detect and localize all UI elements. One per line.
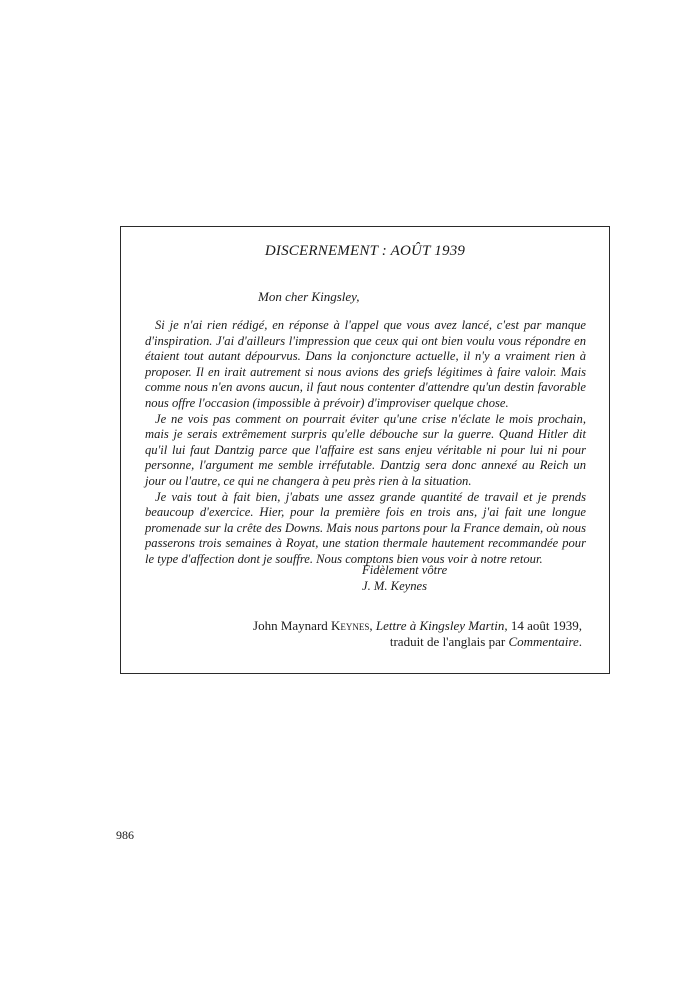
signature: J. M. Keynes <box>362 578 428 593</box>
author-family-name: Keynes <box>331 618 370 633</box>
paragraph-3: Je vais tout à fait bien, j'abats une assez grande quantité de travail et je prends beaucoup d'exercice. Hier, pour la première fois en trois ans, j'ai fait une longue promenade sur la crête des Downs. Mais nous partons pour la France demain, où nous passerons trois semaines à Royat, une station thermale hautement recommandée pour le type d'affection dont je souffre. Nous comptons bien vous voir à notre retour. <box>145 489 586 566</box>
paragraph-2: Je ne vois pas comment on pourrait éviter qu'une crise n'éclate le mois prochain, mais je serais extrêmement surpris qu'elle débouche sur la guerre. Quand Hitler dit qu'il lui faut Dantzig parce que l'affaire est sans enjeu véritable ni pour lui ni pour personne, l'argument me semble irréfutable. Dantzig sera donc annexé au Reich un jour ou l'autre, ce qui ne changera à peu près rien à la situation. <box>145 411 586 488</box>
letter-body <box>145 318 586 568</box>
paragraph-1: Si je n'ai rien rédigé, en réponse à l'appel que vous avez lancé, c'est par manque d'inspiration. J'ai d'ailleurs l'impression que ceux qui ont bien voulu vous répondre en étaient tout autant dépourvus. Dans la conjoncture actuelle, il n'y a vraiment rien à proposer. Il en irait autrement si nous avions des griefs légitimes à faire valoir. Mais comme nous n'en avons aucun, il faut nous contenter d'attendre qu'un destin favorable nous offre l'occasion (impossible à prévoir) d'improviser quelque chose. <box>145 318 586 410</box>
page-number: 986 <box>116 828 134 842</box>
source-line-1: John Maynard Keynes, Lettre à Kingsley Martin, 14 août 1939, <box>253 618 582 633</box>
author-given-name: John Maynard <box>253 618 328 633</box>
closing-block <box>362 563 447 594</box>
letter-date: , 14 août 1939, <box>504 618 582 633</box>
closing-formula: Fidèlement vôtre <box>362 563 448 577</box>
source-line-2: traduit de l'anglais par Commentaire. <box>389 634 582 649</box>
letter-title: DISCERNEMENT : AOÛT 1939 <box>264 243 466 259</box>
work-title: Lettre à Kingsley Martin <box>375 618 505 633</box>
salutation: Mon cher Kingsley, <box>258 289 360 304</box>
source-citation <box>253 618 582 650</box>
translator-name: Commentaire <box>508 634 579 649</box>
translation-note: traduit de l'anglais par <box>389 634 506 649</box>
